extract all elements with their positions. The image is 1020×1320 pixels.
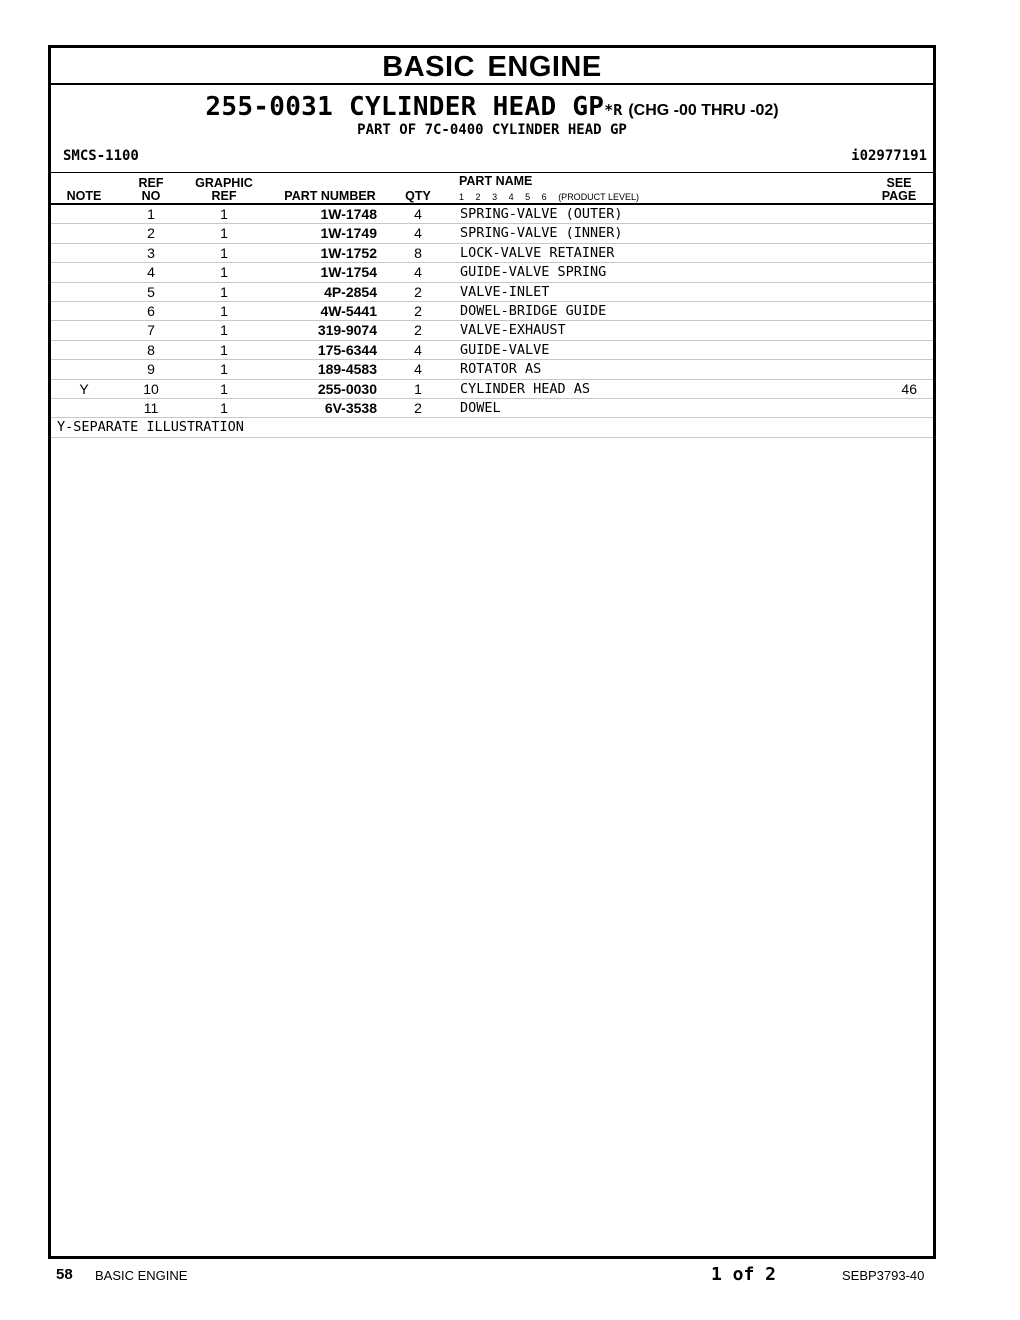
qty-cell: 4: [414, 361, 422, 378]
table-row: [51, 360, 933, 379]
page-frame: [48, 45, 936, 1259]
part-number-cell: 255-0030: [317, 380, 377, 397]
table-row: [51, 224, 933, 243]
part-number-cell: 6V-3538: [324, 399, 377, 416]
level-4: 4: [508, 192, 514, 202]
section-title: BASIC ENGINE: [51, 48, 933, 85]
graphic-ref-cell: 1: [220, 244, 228, 261]
qty-cell: 1: [414, 380, 422, 397]
qty-cell: 2: [414, 399, 422, 416]
ref-no-cell: 2: [147, 225, 155, 242]
part-number-cell: 1W-1748: [320, 206, 377, 222]
footnote: Y-SEPARATE ILLUSTRATION: [51, 418, 933, 437]
part-number-cell: 175-6344: [317, 341, 377, 358]
level-6: 6: [541, 192, 547, 202]
ref-no-cell: 11: [143, 399, 159, 416]
ref-no-cell: 10: [143, 380, 159, 397]
part-name-cell: LOCK-VALVE RETAINER: [460, 244, 615, 261]
ref-no-cell: 5: [147, 283, 155, 300]
part-number-cell: 319-9074: [317, 322, 377, 339]
level-2: 2: [475, 192, 481, 202]
part-name-cell: VALVE-EXHAUST: [460, 322, 566, 339]
change-range: (CHG -00 THRU -02): [628, 102, 779, 119]
part-number-cell: 1W-1749: [320, 225, 377, 242]
header-qty: QTY: [405, 189, 431, 203]
table-row: [51, 399, 933, 418]
parts-table: [51, 205, 933, 438]
part-name-cell: SPRING-VALVE (OUTER): [460, 206, 623, 222]
graphic-ref-cell: 1: [220, 283, 228, 300]
part-name-cell: CYLINDER HEAD AS: [460, 380, 591, 397]
header-part-name: PART NAME: [459, 174, 533, 188]
header-graphic-bottom: REF: [211, 189, 237, 203]
smcs-code: SMCS-1100: [63, 148, 139, 164]
part-name-cell: ROTATOR AS: [460, 361, 542, 378]
graphic-ref-cell: 1: [220, 341, 228, 358]
graphic-ref-cell: 1: [220, 399, 228, 416]
level-3: 3: [492, 192, 498, 202]
qty-cell: 4: [414, 264, 422, 281]
group-number-name: 255-0031 CYLINDER HEAD GP: [205, 92, 605, 122]
qty-cell: 2: [414, 302, 422, 319]
ref-no-cell: 3: [147, 244, 155, 261]
header-see-top: SEE: [886, 176, 912, 190]
part-number-cell: 189-4583: [317, 361, 377, 378]
see-page-cell: 46: [901, 380, 917, 397]
part-name-cell: GUIDE-VALVE: [460, 341, 550, 358]
part-name-cell: DOWEL: [460, 399, 501, 416]
note-cell: Y: [79, 380, 89, 397]
qty-cell: 4: [414, 341, 422, 358]
graphic-ref-cell: 1: [220, 206, 228, 222]
graphic-ref-cell: 1: [220, 302, 228, 319]
part-number-cell: 1W-1752: [320, 244, 377, 261]
product-level-label: (PRODUCT LEVEL): [558, 192, 640, 202]
qty-cell: 4: [414, 225, 422, 242]
graphic-ref-cell: 1: [220, 322, 228, 339]
header-graphic-top: GRAPHIC: [195, 176, 253, 190]
table-row: [51, 244, 933, 263]
table-row: [51, 380, 933, 399]
part-number-cell: 1W-1754: [320, 264, 377, 281]
graphic-ref-cell: 1: [220, 264, 228, 281]
qty-cell: 8: [414, 244, 422, 261]
header-note: NOTE: [66, 189, 102, 203]
table-row: [51, 283, 933, 302]
ref-no-cell: 7: [147, 322, 155, 339]
header-part-number: PART NUMBER: [284, 189, 376, 203]
ref-no-cell: 6: [147, 302, 155, 319]
level-5: 5: [525, 192, 531, 202]
footer-page-of: 1 of 2: [711, 1264, 777, 1285]
part-name-cell: VALVE-INLET: [460, 283, 550, 300]
qty-cell: 2: [414, 283, 422, 300]
level-1: 1: [459, 192, 465, 202]
graphic-ref-cell: 1: [220, 225, 228, 242]
part-number-cell: 4W-5441: [320, 302, 377, 319]
graphic-ref-cell: 1: [220, 361, 228, 378]
table-row: [51, 263, 933, 282]
part-of-line: PART OF 7C-0400 CYLINDER HEAD GP: [357, 122, 627, 138]
footer-page-number: 58: [56, 1266, 73, 1283]
part-name-cell: SPRING-VALVE (INNER): [460, 225, 623, 242]
table-row: [51, 341, 933, 360]
footer-document-id: SEBP3793-40: [842, 1268, 925, 1283]
part-number-cell: 4P-2854: [324, 283, 377, 300]
part-name-cell: GUIDE-VALVE SPRING: [460, 264, 607, 281]
group-suffix: *R: [604, 101, 623, 119]
illustration-id: i02977191: [851, 148, 927, 164]
header-see-bottom: PAGE: [881, 189, 917, 203]
header-ref-top: REF: [138, 176, 164, 190]
qty-cell: 2: [414, 322, 422, 339]
table-row: [51, 205, 933, 224]
part-name-cell: DOWEL-BRIDGE GUIDE: [460, 302, 607, 319]
table-row: [51, 321, 933, 340]
header-ref-bottom: NO: [141, 189, 161, 203]
group-title: [51, 92, 933, 122]
header-top-rule: [51, 172, 933, 173]
ref-no-cell: 9: [147, 361, 155, 378]
ref-no-cell: 1: [147, 206, 155, 222]
graphic-ref-cell: 1: [220, 380, 228, 397]
qty-cell: 4: [414, 206, 422, 222]
ref-no-cell: 4: [147, 264, 155, 281]
table-row: [51, 302, 933, 321]
footer-section-name: BASIC ENGINE: [95, 1268, 188, 1283]
ref-no-cell: 8: [147, 341, 155, 358]
product-levels: [459, 192, 648, 202]
